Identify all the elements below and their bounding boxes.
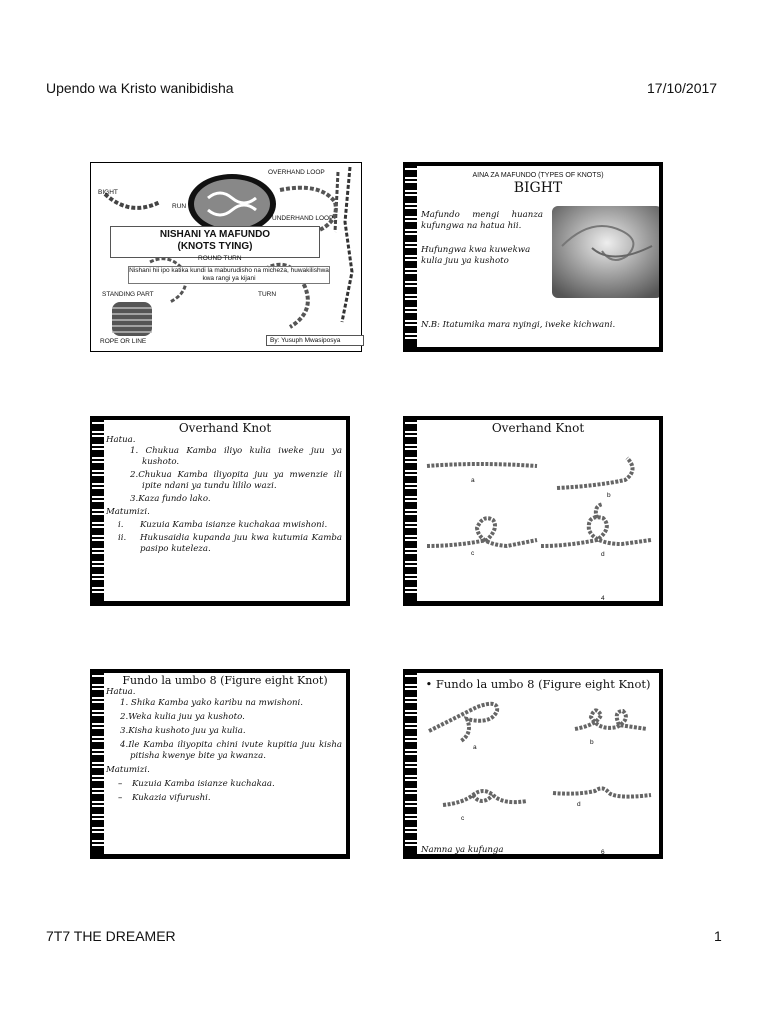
slide-6 bbox=[403, 669, 663, 859]
slide-1 bbox=[90, 162, 362, 352]
figure-label-a: a bbox=[471, 477, 475, 484]
figure-label-d: d bbox=[601, 551, 605, 558]
slide-2-subtitle: AINA ZA MAFUNDO (TYPES OF KNOTS) bbox=[472, 172, 604, 179]
slide-6-caption: Namna ya kufunga bbox=[421, 845, 504, 854]
label-overhand-loop: OVERHAND LOOP bbox=[268, 169, 325, 176]
slide-1-title: NISHANI YA MAFUNDO bbox=[159, 229, 271, 240]
bight-rope-icon bbox=[552, 206, 659, 298]
slide-3-steps bbox=[118, 446, 342, 505]
slide-5-matumizi-heading: Matumizi. bbox=[106, 765, 150, 775]
slide-5-uses bbox=[118, 779, 346, 804]
slide-2 bbox=[403, 162, 663, 352]
slide-1-description: Nishani hii ipo katika kundi la maburudisho na micheza, huwakilishwa kwa rangi ya kijani bbox=[129, 267, 329, 282]
slide-4 bbox=[403, 416, 663, 606]
slide-5-steps bbox=[118, 698, 342, 762]
label-rope-or-line: ROPE OR LINE bbox=[100, 338, 147, 345]
list-item: 4.Ile Kamba iliyopita chini ivute kupitia juu kisha pitisha kwenye bite ya kwanza. bbox=[120, 740, 342, 761]
label-underhand-loop: UNDERHAND LOOP bbox=[272, 215, 334, 222]
label-bight: BIGHT bbox=[98, 189, 118, 196]
binding-rings bbox=[405, 675, 417, 853]
list-item bbox=[118, 533, 342, 555]
list-text: Kukazia vifurushi. bbox=[132, 793, 211, 803]
label-run: RUN bbox=[172, 203, 187, 210]
slide-number: 4 bbox=[601, 595, 605, 601]
slide-6-title: • Fundo la umbo 8 (Figure eight Knot) bbox=[425, 677, 651, 691]
list-item bbox=[118, 779, 346, 790]
overhand-knot-steps-illustration bbox=[417, 440, 657, 600]
list-text: Kuzuia Kamba isianze kuchakaa. bbox=[132, 779, 275, 789]
list-item bbox=[118, 793, 346, 804]
figure-eight-knot-steps-illustration bbox=[417, 695, 657, 835]
list-item: 2.Weka kulia juu ya kushoto. bbox=[120, 712, 245, 722]
list-item: 1. Shika Kamba yako karibu na mwishoni. bbox=[120, 698, 304, 708]
slide-1-title-box bbox=[110, 226, 320, 258]
figure-label-b: b bbox=[607, 492, 611, 499]
dash-bullet-icon: – bbox=[118, 779, 123, 789]
slide-2-title: BIGHT bbox=[513, 180, 563, 196]
label-standing-part: STANDING PART bbox=[102, 291, 154, 298]
slide-2-paragraph-1: Mafundo mengi huanza kufungwa na hatua hii. bbox=[421, 210, 543, 231]
slide-1-subtitle: (KNOTS TYING) bbox=[177, 241, 253, 252]
footer-author: 7T7 THE DREAMER bbox=[46, 928, 176, 944]
slide-3-hatua-heading: Hatua. bbox=[106, 435, 136, 445]
slide-2-note: N.B: Itatumika mara nyingi, iweke kichwani. bbox=[421, 320, 616, 330]
list-item: 1. Chukua Kamba iliyo kulia iweke juu ya kushoto. bbox=[130, 446, 342, 467]
label-turn: TURN bbox=[258, 291, 277, 298]
slide-3-uses bbox=[118, 520, 342, 555]
slide-5 bbox=[90, 669, 350, 859]
slide-4-title: Overhand Knot bbox=[491, 421, 585, 435]
slide-3 bbox=[90, 416, 350, 606]
list-item: 3.Kaza fundo lako. bbox=[130, 494, 211, 504]
figure-label-c: c bbox=[461, 815, 465, 822]
list-item: 3.Kisha kushoto juu ya kulia. bbox=[120, 726, 246, 736]
slide-5-hatua-heading: Hatua. bbox=[106, 687, 136, 697]
figure-label-d: d bbox=[577, 801, 581, 808]
slide-3-matumizi-heading: Matumizi. bbox=[106, 507, 150, 517]
list-text: Hukusaidia kupanda juu kwa kutumia Kamba pasipo kuteleza. bbox=[140, 533, 342, 554]
label-round-turn: ROUND TURN bbox=[198, 255, 242, 262]
list-item: 2.Chukua Kamba iliyopita juu ya mwenzie ili ipite ndani ya tundu lililo wazi. bbox=[130, 470, 342, 491]
binding-rings bbox=[405, 168, 417, 346]
binding-rings bbox=[405, 422, 417, 600]
list-number: i. bbox=[118, 520, 124, 530]
slide-1-author: By: Yusuph Mwasiposya bbox=[266, 335, 364, 346]
document-title: Upendo wa Kristo wanibidisha bbox=[46, 80, 234, 96]
slide-2-paragraph-2: Hufungwa kwa kuwekwa kulia juu ya kushoto bbox=[421, 245, 531, 266]
slide-3-title: Overhand Knot bbox=[178, 421, 272, 435]
figure-label-b: b bbox=[590, 739, 594, 746]
binding-rings bbox=[92, 422, 104, 600]
figure-label-a: a bbox=[473, 744, 477, 751]
dash-bullet-icon: – bbox=[118, 793, 123, 803]
bight-photo bbox=[552, 206, 659, 298]
slide-number: 6 bbox=[601, 849, 605, 854]
page-number: 1 bbox=[714, 928, 722, 944]
document-date: 17/10/2017 bbox=[647, 80, 718, 96]
figure-label-c: c bbox=[471, 550, 475, 557]
slide-5-title: Fundo la umbo 8 (Figure eight Knot) bbox=[122, 674, 328, 687]
list-text: Kuzuia Kamba isianze kuchakaa mwishoni. bbox=[140, 520, 328, 530]
list-item bbox=[118, 520, 342, 531]
binding-rings bbox=[92, 675, 104, 853]
list-number: ii. bbox=[118, 533, 127, 543]
